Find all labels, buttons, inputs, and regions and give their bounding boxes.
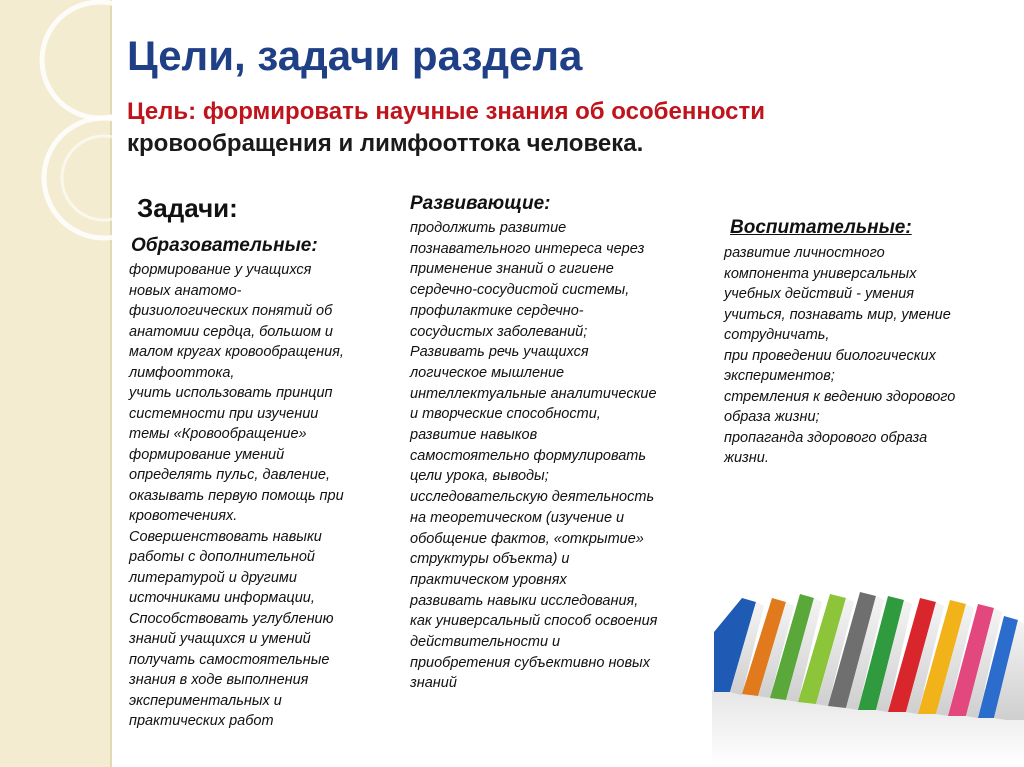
list-item: профилактике сердечно- xyxy=(410,302,584,319)
list-item: приобретения субъективно новых xyxy=(410,654,650,671)
page-title: Цели, задачи раздела xyxy=(127,32,583,79)
educational-heading: Образовательные: xyxy=(131,235,318,256)
list-item: логическое мышление xyxy=(410,364,565,381)
list-item: интеллектуальные аналитические xyxy=(410,385,657,402)
list-item: жизни. xyxy=(724,450,769,466)
list-item: структуры объекта) и xyxy=(410,551,570,568)
list-item: действительности и xyxy=(410,634,561,651)
list-item: учить использовать принцип xyxy=(129,385,333,401)
goal-text-line-1: формировать научные знания об особенности xyxy=(202,98,766,125)
list-item: стремления к ведению здорового xyxy=(724,388,956,405)
list-item: исследовательскую деятельность xyxy=(410,489,655,506)
goal-text-line-2: кровообращения и лимфооттока человека. xyxy=(127,130,644,157)
list-item: сотрудничать, xyxy=(724,327,830,343)
list-item: развитие личностного xyxy=(724,245,885,261)
list-item: при проведении биологических xyxy=(724,347,936,364)
list-item: как универсальный способ освоения xyxy=(410,613,658,630)
list-item: знания в ходе выполнения xyxy=(129,672,309,688)
stacked-books-image xyxy=(712,580,1024,767)
list-item: кровотечениях. xyxy=(129,508,238,524)
list-item: получать самостоятельные xyxy=(129,651,330,668)
list-item: компонента универсальных xyxy=(724,265,917,282)
list-item: практическом уровнях xyxy=(410,571,567,588)
list-item: Развивать речь учащихся xyxy=(410,344,589,361)
tasks-heading: Задачи: xyxy=(137,193,238,223)
list-item: источниками информации, xyxy=(129,590,315,606)
upbringing-tasks xyxy=(724,243,955,469)
circle-rings-decoration-icon xyxy=(0,0,120,260)
list-item: знаний xyxy=(410,675,457,692)
list-item: анатомии сердца, большом и xyxy=(129,323,333,340)
list-item: лимфооттока, xyxy=(129,364,235,381)
list-item: темы «Кровообращение» xyxy=(129,426,307,442)
list-item: применение знаний о гигиене xyxy=(410,261,614,278)
list-item: самостоятельно формулировать xyxy=(410,447,647,464)
upbringing-heading: Воспитательные: xyxy=(730,217,912,238)
list-item: цели урока, выводы; xyxy=(410,468,549,485)
list-item: развитие навыков xyxy=(410,427,538,444)
list-item: литературой и другими xyxy=(129,569,297,586)
list-item: сосудистых заболеваний; xyxy=(410,323,588,340)
list-item: новых анатомо- xyxy=(129,282,242,299)
list-item: и творческие способности, xyxy=(410,406,601,423)
list-item: Совершенствовать навыки xyxy=(129,528,322,545)
list-item: сердечно-сосудистой системы, xyxy=(410,282,630,299)
list-item: работы с дополнительной xyxy=(129,549,316,565)
list-item: формирование у учащихся xyxy=(129,262,312,278)
list-item: учебных действий - умения xyxy=(724,286,915,302)
list-item: практических работ xyxy=(129,713,274,729)
list-item: продолжить развитие xyxy=(410,220,567,236)
list-item: обобщение фактов, «открытие» xyxy=(410,530,644,547)
list-item: определять пульс, давление, xyxy=(129,467,330,483)
list-item: развивать навыки исследования, xyxy=(410,592,639,609)
educational-tasks xyxy=(129,260,344,732)
list-item: учиться, познавать мир, умение xyxy=(724,306,951,323)
list-item: на теоретическом (изучение и xyxy=(410,509,625,526)
list-item: малом кругах кровообращения, xyxy=(129,344,344,360)
list-item: физиологических понятий об xyxy=(129,303,333,319)
list-item: формирование умений xyxy=(129,446,285,463)
list-item: экспериментов; xyxy=(724,368,835,384)
developmental-tasks xyxy=(410,218,657,694)
goal-statement xyxy=(127,96,927,160)
goal-label: Цель: xyxy=(127,98,197,125)
list-item: системности при изучении xyxy=(129,405,319,422)
list-item: знаний учащихся и умений xyxy=(129,631,311,647)
list-item: познавательного интереса через xyxy=(410,240,645,257)
list-item: оказывать первую помощь при xyxy=(129,487,344,504)
developmental-heading: Развивающие: xyxy=(410,193,551,214)
list-item: экспериментальных и xyxy=(129,692,282,709)
list-item: Способствовать углублению xyxy=(129,610,334,627)
list-item: пропаганда здорового образа xyxy=(724,429,928,446)
list-item: образа жизни; xyxy=(724,409,820,425)
